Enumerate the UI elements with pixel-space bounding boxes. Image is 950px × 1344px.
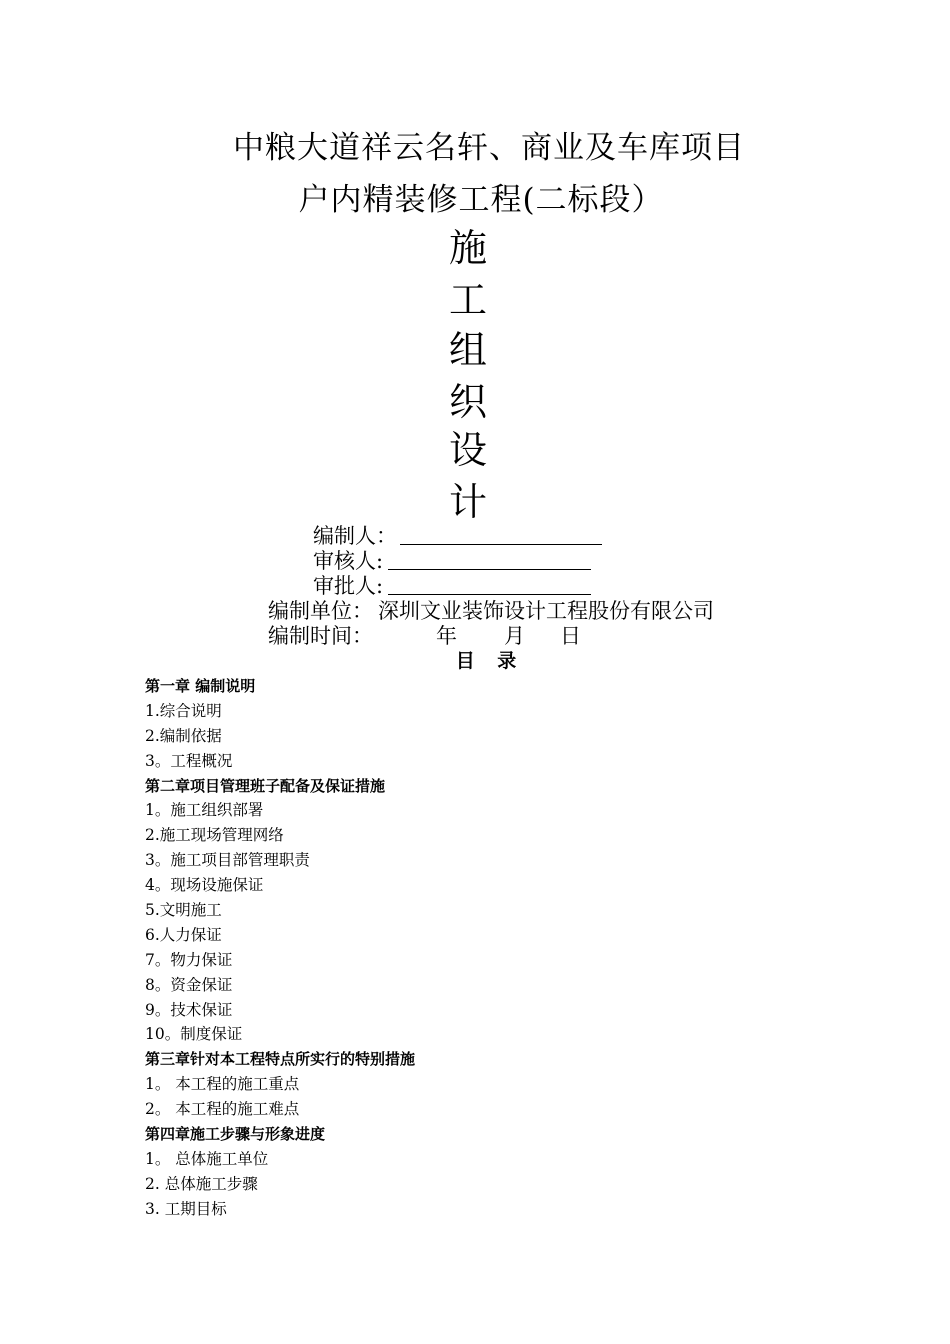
- vertical-title-char: 织: [448, 380, 487, 424]
- reviewer-label: 审核人:: [313, 549, 384, 573]
- reviewer-signature-line: [388, 569, 591, 570]
- toc-chapter-heading: 第二章项目管理班子配备及保证措施: [145, 776, 386, 795]
- toc-entry: 1。 总体施工单位: [145, 1149, 269, 1168]
- toc-chapter-heading: 第一章 编制说明: [145, 677, 256, 695]
- toc-entry: 9。技术保证: [145, 1000, 233, 1019]
- month-label: 月: [504, 624, 525, 648]
- toc-entry: 6.人力保证: [145, 925, 222, 944]
- approver-label: 审批人:: [313, 574, 384, 598]
- compiler-signature-line: [400, 544, 602, 545]
- compile-unit-value: 深圳文业装饰设计工程股份有限公司: [378, 599, 714, 623]
- day-label: 日: [560, 624, 581, 648]
- year-label: 年: [436, 624, 457, 648]
- toc-title: 目 录: [455, 650, 525, 672]
- toc-entry: 2。 本工程的施工难点: [145, 1100, 300, 1119]
- vertical-title-char: 施: [448, 226, 487, 270]
- toc-entry: 2.施工现场管理网络: [145, 826, 284, 845]
- vertical-title-char: 组: [448, 328, 487, 372]
- toc-chapter-heading: 第三章针对本工程特点所实行的特别措施: [145, 1050, 416, 1069]
- toc-entry: 4。现场设施保证: [145, 876, 264, 895]
- toc-entry: 1。 本工程的施工重点: [145, 1075, 300, 1094]
- toc-entry: 3. 工期目标: [145, 1199, 227, 1218]
- toc-entry: 1。施工组织部署: [145, 801, 264, 820]
- vertical-title-char: 工: [448, 278, 487, 322]
- toc-entry: 10。制度保证: [145, 1025, 243, 1044]
- compile-time-label: 编制时间：: [268, 624, 373, 648]
- toc-entry: 2. 总体施工步骤: [145, 1174, 258, 1193]
- toc-entry: 2.编制依据: [145, 726, 222, 745]
- vertical-title-char: 设: [448, 428, 487, 472]
- table-of-contents: [145, 674, 845, 1222]
- toc-entry: 7。物力保证: [145, 950, 233, 969]
- compiler-label: 编制人：: [313, 524, 397, 548]
- toc-chapter-heading: 第四章施工步骤与形象进度: [145, 1125, 326, 1144]
- toc-entry: 5.文明施工: [145, 901, 222, 920]
- document-title-line1: 中粮大道祥云名轩、商业及车库项目: [233, 130, 745, 166]
- approver-signature-line: [388, 594, 591, 595]
- toc-entry: 8。资金保证: [145, 975, 233, 994]
- document-title-line2: 户内精装修工程(二标段）: [298, 182, 664, 218]
- toc-entry: 3。工程概况: [145, 751, 233, 770]
- toc-entry: 1.综合说明: [145, 701, 222, 720]
- vertical-title-char: 计: [448, 480, 487, 524]
- compile-unit-label: 编制单位：: [268, 599, 373, 623]
- toc-entry: 3。施工项目部管理职责: [145, 851, 310, 870]
